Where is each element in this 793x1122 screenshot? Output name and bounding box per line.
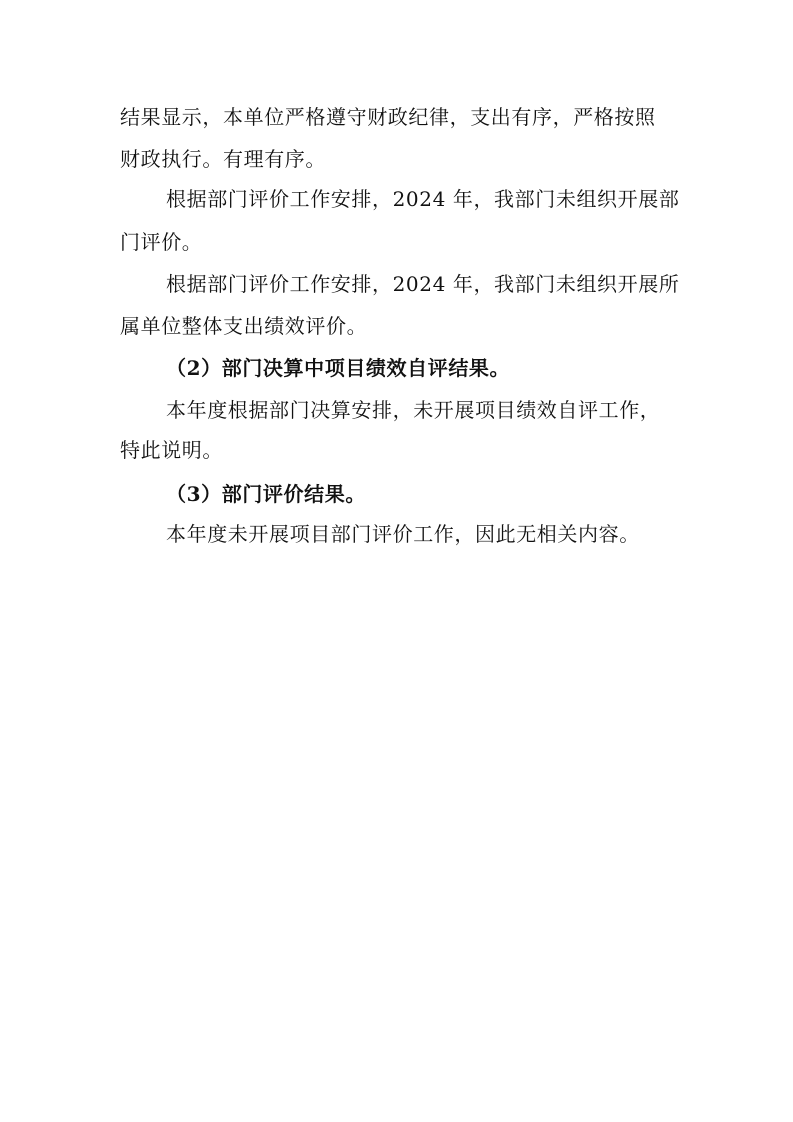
paragraph-line: 结果显示，本单位严格遵守财政纪律，支出有序，严格按照: [120, 105, 656, 129]
section-heading: （3）部门评价结果。: [166, 482, 366, 506]
paragraph-line: 本年度根据部门决算安排，未开展项目绩效自评工作，: [166, 398, 661, 422]
paragraph-line: 本年度未开展项目部门评价工作，因此无相关内容。: [166, 522, 640, 546]
paragraph-line: 特此说明。: [120, 438, 223, 462]
paragraph-line: 门评价。: [120, 230, 203, 254]
section-heading: （2）部门决算中项目绩效自评结果。: [166, 356, 511, 380]
paragraph-line: 财政执行。有理有序。: [120, 147, 326, 171]
paragraph-line: 根据部门评价工作安排，2024 年，我部门未组织开展部: [166, 187, 680, 211]
paragraph-line: 根据部门评价工作安排，2024 年，我部门未组织开展所: [166, 272, 680, 296]
paragraph-line: 属单位整体支出绩效评价。: [120, 314, 368, 338]
